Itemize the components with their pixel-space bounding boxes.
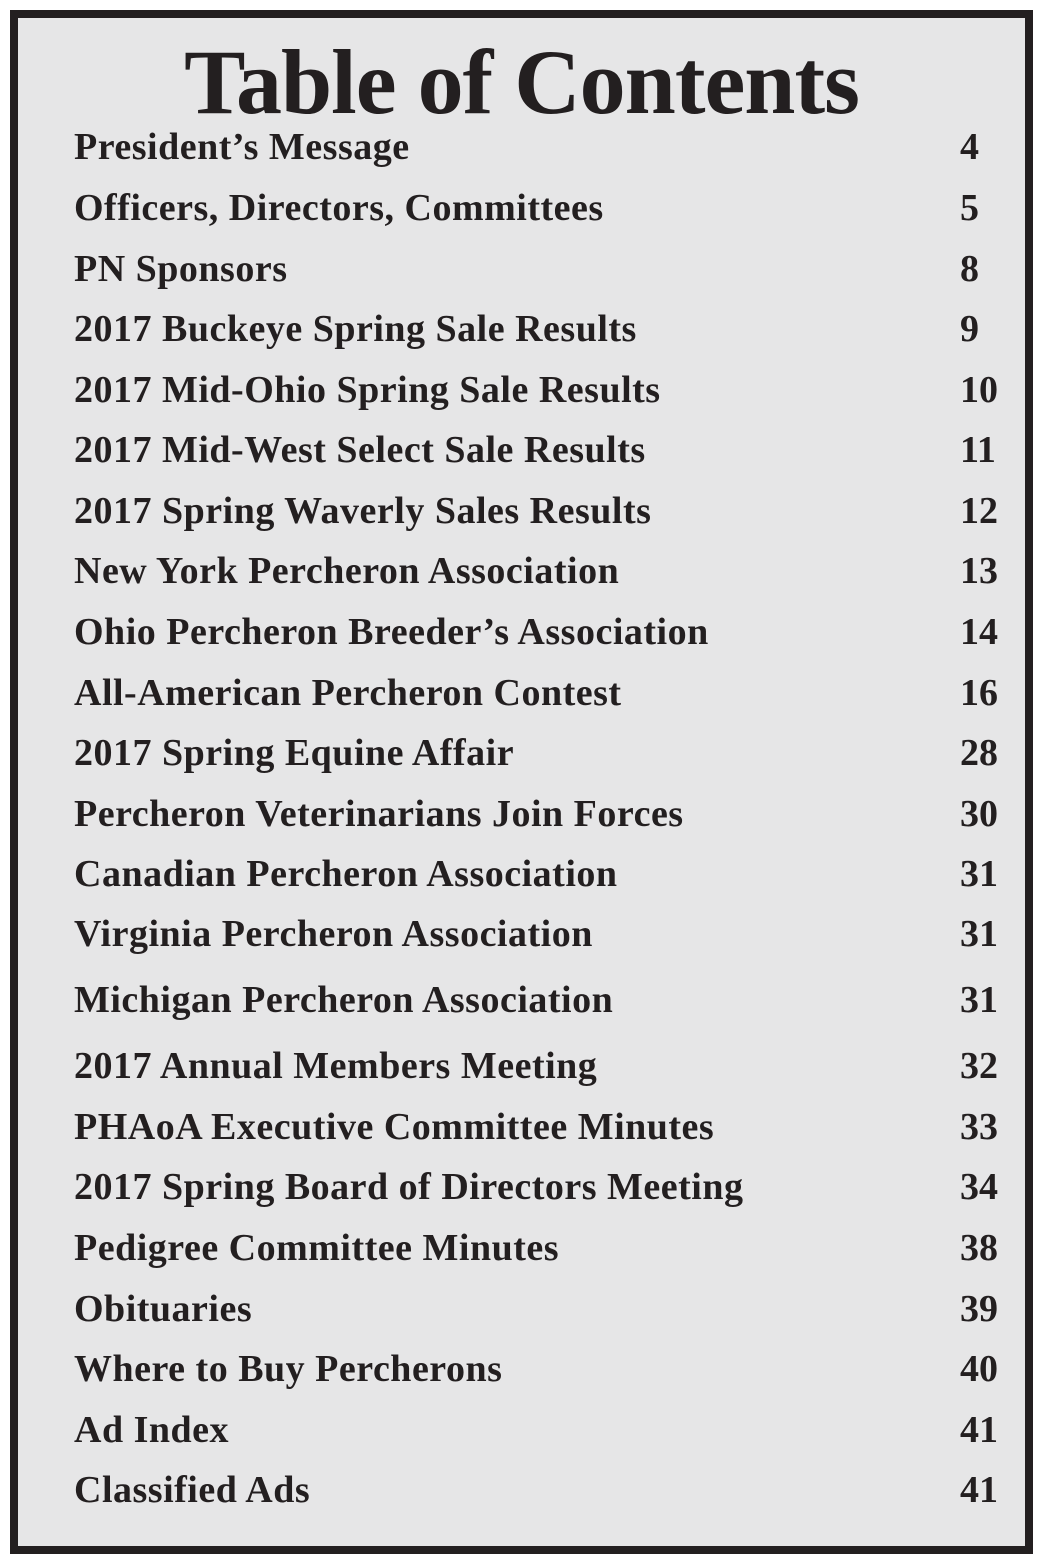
- toc-entry-title: 2017 Mid-Ohio Spring Sale Results: [74, 369, 661, 411]
- toc-entry-title: Ad Index: [74, 1409, 229, 1451]
- toc-entry: [74, 425, 1004, 475]
- toc-entry: [74, 546, 1004, 596]
- toc-entry-page: 10: [960, 369, 998, 411]
- toc-entry-title: Virginia Percheron Association: [74, 913, 593, 955]
- toc-entry-title: Where to Buy Percherons: [74, 1348, 503, 1390]
- page-title: Table of Contents: [184, 31, 859, 133]
- toc-entry-title: Pedigree Committee Minutes: [74, 1227, 560, 1269]
- toc-entry-page: 31: [960, 853, 998, 895]
- toc-entry-title: New York Percheron Association: [74, 550, 620, 592]
- toc-entry-page: 9: [960, 308, 979, 350]
- toc-entry: [74, 183, 1004, 233]
- toc-entry-title: PHAoA Executive Committee Minutes: [74, 1106, 715, 1148]
- toc-entry-page: 41: [960, 1469, 998, 1511]
- toc-entry: [74, 1284, 1004, 1334]
- toc-entry-page: 8: [960, 248, 979, 290]
- toc-entry-page: 16: [960, 672, 998, 714]
- toc-entry: [74, 1344, 1004, 1394]
- toc-entry-page: 38: [960, 1227, 998, 1269]
- toc-entry-page: 13: [960, 550, 998, 592]
- toc-entry: [74, 1465, 1004, 1515]
- toc-entry-title: 2017 Spring Board of Directors Meeting: [74, 1166, 744, 1208]
- toc-entry-title: All-American Percheron Contest: [74, 672, 622, 714]
- toc-entry-page: 12: [960, 490, 998, 532]
- toc-entry-page: 28: [960, 732, 998, 774]
- toc-entry: [74, 607, 1004, 657]
- toc-entry-page: 5: [960, 187, 979, 229]
- toc-entry-page: 4: [960, 126, 979, 168]
- toc-entry: [74, 909, 1004, 959]
- toc-entry: [74, 1223, 1004, 1273]
- toc-entry: [74, 122, 1004, 172]
- toc-entry-title: Officers, Directors, Committees: [74, 187, 604, 229]
- toc-entry: [74, 1405, 1004, 1455]
- toc-entry-title: Canadian Percheron Association: [74, 853, 618, 895]
- toc-entry-page: 31: [960, 979, 998, 1021]
- toc-entry-title: Michigan Percheron Association: [74, 979, 614, 1021]
- toc-entry-title: Percheron Veterinarians Join Forces: [74, 793, 684, 835]
- toc-entry-title: 2017 Mid-West Select Sale Results: [74, 429, 646, 471]
- toc-entry-page: 34: [960, 1166, 998, 1208]
- toc-entry-title: PN Sponsors: [74, 248, 288, 290]
- toc-frame: [10, 10, 1033, 1554]
- toc-entry-page: 41: [960, 1409, 998, 1451]
- toc-entry-page: 31: [960, 913, 998, 955]
- toc-entry: [74, 668, 1004, 718]
- toc-entry-page: 39: [960, 1288, 998, 1330]
- toc-entry-title: 2017 Annual Members Meeting: [74, 1045, 598, 1087]
- toc-entry: [74, 486, 1004, 536]
- toc-entry-title: 2017 Spring Equine Affair: [74, 732, 515, 774]
- toc-entry-title: Classified Ads: [74, 1469, 311, 1511]
- toc-entry-page: 11: [960, 429, 996, 471]
- toc-entry-title: 2017 Spring Waverly Sales Results: [74, 490, 652, 532]
- toc-entry-page: 30: [960, 793, 998, 835]
- toc-entry: [74, 304, 1004, 354]
- toc-entry: [74, 849, 1004, 899]
- toc-entry: [74, 728, 1004, 778]
- toc-entry-page: 40: [960, 1348, 998, 1390]
- toc-entry: [74, 789, 1004, 839]
- toc-entry-title: Ohio Percheron Breeder’s Association: [74, 611, 709, 653]
- toc-entry-title: President’s Message: [74, 126, 410, 168]
- toc-entry: [74, 1162, 1004, 1212]
- toc-entry: [74, 975, 1004, 1025]
- toc-entry-page: 32: [960, 1045, 998, 1087]
- toc-entry: [74, 1102, 1004, 1152]
- toc-entry-title: Obituaries: [74, 1288, 253, 1330]
- toc-entry-page: 33: [960, 1106, 998, 1148]
- toc-entry: [74, 365, 1004, 415]
- toc-entry: [74, 1041, 1004, 1091]
- toc-entry: [74, 244, 1004, 294]
- toc-entry-page: 14: [960, 611, 998, 653]
- toc-entry-title: 2017 Buckeye Spring Sale Results: [74, 308, 637, 350]
